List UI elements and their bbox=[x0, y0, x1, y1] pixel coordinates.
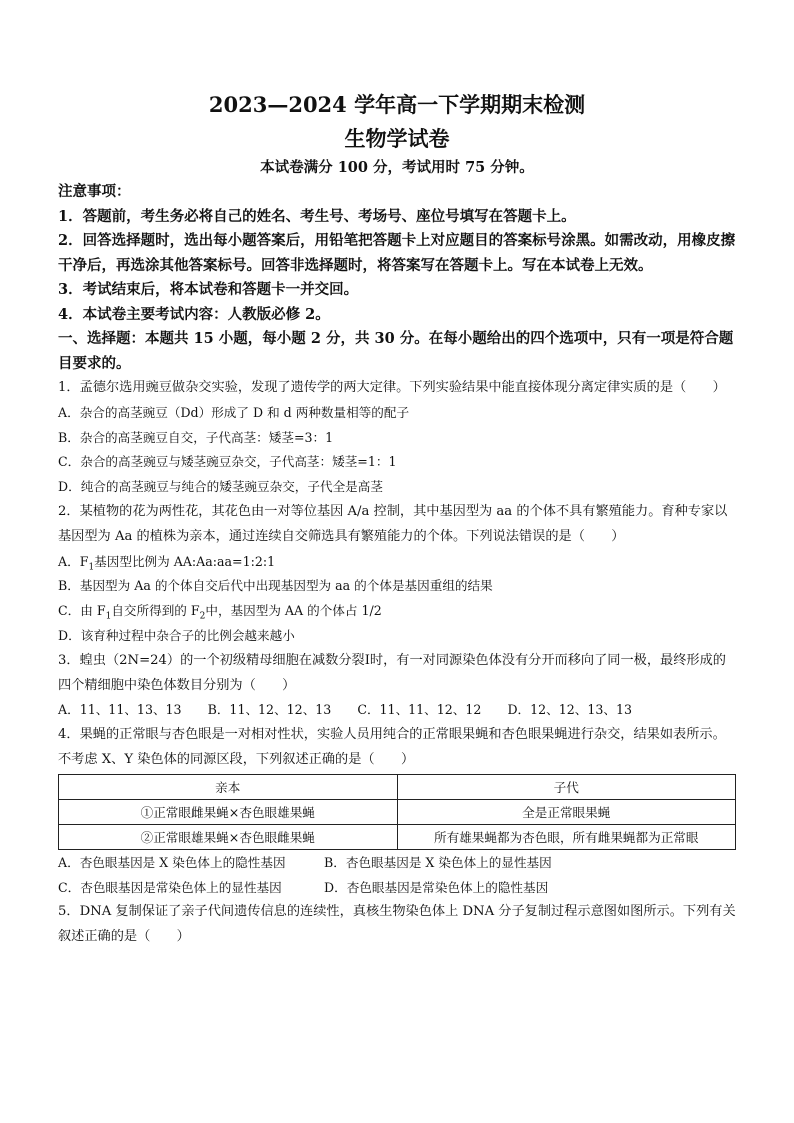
table-cell-row2-offspring: 所有雄果蝇都为杏色眼，所有雌果蝇都为正常眼 bbox=[397, 824, 736, 849]
table-header-offspring: 子代 bbox=[397, 774, 736, 799]
q2c-sub2: 2 bbox=[199, 611, 206, 622]
q2c-sub1: 1 bbox=[105, 611, 112, 622]
question-2-option-a bbox=[58, 550, 736, 575]
q2a-pre: A．F bbox=[58, 553, 89, 569]
table-header-row bbox=[59, 774, 736, 799]
question-1-option-c: C．杂合的高茎豌豆与矮茎豌豆杂交，子代高茎：矮茎=1：1 bbox=[58, 454, 397, 470]
q2c-pre: C．由 F bbox=[58, 603, 106, 619]
note-item-3: 3．考试结束后，将本试卷和答题卡一并交回。 bbox=[58, 281, 359, 298]
question-3-stem: 3．蝗虫（2N=24）的一个初级精母细胞在减数分裂Ⅰ时，有一对同源染色体没有分开而移向了同一极，最终形成的四个精细胞中染色体数目分别为（ ） bbox=[58, 652, 726, 693]
question-1-option-d: D．纯合的高茎豌豆与纯合的矮茎豌豆杂交，子代全是高茎 bbox=[58, 479, 383, 495]
table-cell-row2-parent: ②正常眼雄果蝇×杏色眼雌果蝇 bbox=[59, 824, 398, 849]
question-3-options bbox=[58, 698, 736, 723]
q2a-post: 基因型比例为 AA:Aa:aa=1:2:1 bbox=[94, 553, 276, 569]
question-4-stem: 4．果蝇的正常眼与杏色眼是一对相对性状，实验人员用纯合的正常眼果蝇和杏色眼果蝇进行杂交，结果如表所示。不考虑 X、Y 染色体的同源区段，下列叙述正确的是（ ） bbox=[58, 727, 726, 767]
cross-result-table bbox=[58, 774, 736, 850]
table-row bbox=[59, 824, 736, 849]
question-3-option-a: A．11、11、13、13 bbox=[58, 702, 182, 718]
question-4-option-c: C．杏色眼基因是常染色体上的显性基因 bbox=[58, 879, 282, 895]
notes-heading: 注意事项： bbox=[58, 183, 131, 200]
question-1-option-b: B．杂合的高茎豌豆自交，子代高茎：矮茎=3：1 bbox=[58, 429, 334, 445]
question-4-option-d: D．杏色眼基因是常染色体上的隐性基因 bbox=[324, 879, 549, 895]
q2c-mid: 自交所得到的 F bbox=[111, 603, 200, 619]
exam-info: 本试卷满分 100 分，考试用时 75 分钟。 bbox=[260, 159, 534, 176]
question-4-options-row2 bbox=[58, 876, 736, 901]
exam-title: 2023—2024 学年高一下学期期末检测 bbox=[208, 92, 586, 117]
question-2-option-b: B．基因型为 Aa 的个体自交后代中出现基因型为 aa 的个体是基因重组的结果 bbox=[58, 578, 493, 594]
question-2-stem: 2．某植物的花为两性花，其花色由一对等位基因 A/a 控制，其中基因型为 aa 的个体不具有繁殖能力。育种专家以基因型为 Aa 的植株为亲本，通过连续自交筛选具有繁殖能力的个体。下列说法错误的是（ ） bbox=[58, 503, 728, 544]
question-3-option-c: C．11、11、12、12 bbox=[357, 702, 482, 718]
note-item-2: 2．回答选择题时，选出每小题答案后，用铅笔把答题卡上对应题目的答案标号涂黑。如需改动，用橡皮擦干净后，再选涂其他答案标号。回答非选择题时，将答案写在答题卡上。写在本试卷上无效。 bbox=[58, 232, 736, 274]
question-4-option-a: A．杏色眼基因是 X 染色体上的隐性基因 bbox=[58, 854, 286, 870]
question-4-options-row1 bbox=[58, 851, 736, 876]
question-5-stem: 5．DNA 复制保证了亲子代间遗传信息的连续性，真核生物染色体上 DNA 分子复制过程示意图如图所示。下列有关叙述正确的是（ ） bbox=[58, 904, 736, 945]
table-cell-row1-parent: ①正常眼雌果蝇×杏色眼雄果蝇 bbox=[59, 799, 398, 824]
section-heading: 一、选择题：本题共 15 小题，每小题 2 分，共 30 分。在每小题给出的四个选项中，只有一项是符合题目要求的。 bbox=[58, 330, 734, 372]
question-3-option-b: B．11、12、12、13 bbox=[207, 702, 332, 718]
note-item-4: 4．本试卷主要考试内容：人教版必修 2。 bbox=[58, 305, 330, 323]
table-header-parent: 亲本 bbox=[59, 774, 398, 799]
table-cell-row1-offspring: 全是正常眼果蝇 bbox=[397, 799, 736, 824]
question-3-option-d: D．12、12、13、13 bbox=[507, 702, 633, 718]
note-item-1: 1．答题前，考生务必将自己的姓名、考生号、考场号、座位号填写在答题卡上。 bbox=[58, 207, 576, 225]
question-1-stem: 1．孟德尔选用豌豆做杂交实验，发现了遗传学的两大定律。下列实验结果中能直接体现分离定律实质的是（ ） bbox=[58, 380, 726, 395]
question-2-option-d: D．该育种过程中杂合子的比例会越来越小 bbox=[58, 627, 295, 643]
question-4-option-b: B．杏色眼基因是 X 染色体上的显性基因 bbox=[324, 854, 552, 870]
table-row bbox=[59, 799, 736, 824]
exam-subject-title: 生物学试卷 bbox=[344, 126, 450, 151]
question-1-option-a: A．杂合的高茎豌豆（Dd）形成了 D 和 d 两种数量相等的配子 bbox=[58, 404, 410, 420]
q2a-sub: 1 bbox=[88, 562, 95, 573]
question-2-option-c bbox=[58, 599, 736, 624]
q2c-post: 中，基因型为 AA 的个体占 1/2 bbox=[205, 603, 382, 619]
